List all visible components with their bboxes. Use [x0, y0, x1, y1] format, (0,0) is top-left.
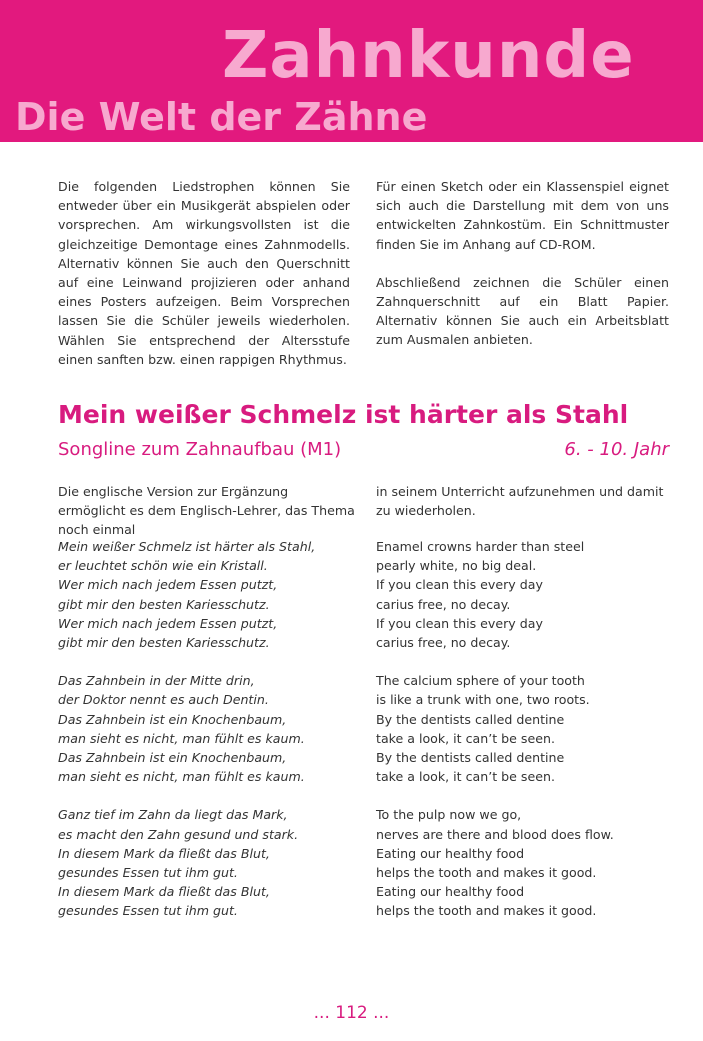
page-title: Zahnkunde	[222, 19, 635, 93]
header-banner	[0, 0, 703, 142]
lyric-line: helps the tooth and makes it good.	[376, 865, 597, 881]
note-left-text: Die englische Version zur Ergänzung ermöglicht es dem Englisch-Lehrer, das Thema noch einmal	[58, 484, 355, 538]
lyric-line: take a look, it can’t be seen.	[376, 769, 555, 785]
intro-left-paragraph: Die folgenden Liedstrophen können Sie entweder über ein Musikgerät abspielen oder vorsprechen. Am wirkungsvollsten ist die gleichzeitige Demontage eines Zahnmodells. Alternativ können Sie auch den Querschnitt auf eine Leinwand projizieren oder anhand eines Posters aufzeigen. Beim Vorsprechen lassen Sie die Schüler jeweils wiederholen. Wählen Sie entsprechend der Altersstufe einen sanften bzw. einen rappigen Rhythmus.	[58, 179, 350, 367]
intro-right-column	[376, 177, 669, 350]
lyric-line: is like a trunk with one, two roots.	[376, 692, 590, 708]
german-verse-2	[58, 671, 358, 786]
lyric-line: If you clean this every day	[376, 577, 543, 593]
intro-right-paragraph-1: Für einen Sketch oder ein Klassenspiel eignet sich auch die Darstellung mit dem von uns entwickelten Zahnkostüm. Ein Schnittmuster finden Sie im Anhang auf CD-ROM.	[376, 179, 669, 252]
lyric-line: nerves are there and blood does flow.	[376, 826, 614, 842]
lyric-line: Eating our healthy food	[376, 884, 525, 900]
age-range: 6. - 10. Jahr	[564, 439, 669, 460]
intro-left-column	[58, 177, 350, 369]
lyric-line: In diesem Mark da fließt das Blut,	[58, 884, 270, 900]
page-subtitle: Die Welt der Zähne	[15, 95, 428, 139]
lyric-line: Enamel crowns harder than steel	[376, 539, 585, 554]
lyric-line: Das Zahnbein ist ein Knochenbaum,	[58, 750, 287, 766]
german-verse-1	[58, 537, 358, 652]
lyric-line: Das Zahnbein in der Mitte drin,	[58, 673, 255, 689]
lyric-line: pearly white, no big deal.	[376, 558, 537, 574]
lyric-line: The calcium sphere of your tooth	[376, 673, 585, 689]
lyric-line: Eating our healthy food	[376, 845, 525, 861]
english-lyrics	[376, 537, 676, 921]
lyric-line: es macht den Zahn gesund und stark.	[58, 826, 299, 842]
lyric-line: carius free, no decay.	[376, 596, 511, 612]
lyric-line: Wer mich nach jedem Essen putzt,	[58, 577, 278, 593]
intro-right-paragraph-2: Abschließend zeichnen die Schüler einen Zahnquerschnitt auf ein Blatt Papier. Alternativ können Sie auch ein Arbeitsblatt zum Ausmalen anbieten.	[376, 274, 669, 348]
lyric-line: Mein weißer Schmelz ist härter als Stahl,	[58, 539, 316, 554]
lyric-line: take a look, it can’t be seen.	[376, 730, 555, 746]
english-verse-2	[376, 671, 676, 786]
song-title: Mein weißer Schmelz ist härter als Stahl	[58, 400, 629, 429]
german-lyrics	[58, 537, 358, 921]
lyric-line: gibt mir den besten Kariesschutz.	[58, 635, 270, 651]
lyric-line: To the pulp now we go,	[376, 807, 522, 823]
lyric-line: carius free, no decay.	[376, 635, 511, 651]
lyric-line: gesundes Essen tut ihm gut.	[58, 903, 238, 919]
lyric-line: man sieht es nicht, man fühlt es kaum.	[58, 730, 305, 746]
note-left	[58, 482, 358, 540]
song-subtitle: Songline zum Zahnaufbau (M1)	[58, 439, 342, 460]
page-number: ... 112 ...	[313, 1003, 390, 1023]
english-verse-1	[376, 537, 676, 652]
lyric-line: helps the tooth and makes it good.	[376, 903, 597, 919]
lyric-line: der Doktor nennt es auch Dentin.	[58, 692, 269, 708]
lyric-line: By the dentists called dentine	[376, 711, 565, 727]
lyric-line: gesundes Essen tut ihm gut.	[58, 865, 238, 881]
lyric-line: In diesem Mark da fließt das Blut,	[58, 845, 270, 861]
lyric-line: Wer mich nach jedem Essen putzt,	[58, 615, 278, 631]
lyric-line: man sieht es nicht, man fühlt es kaum.	[58, 769, 305, 785]
lyric-line: gibt mir den besten Kariesschutz.	[58, 596, 270, 612]
lyric-line: If you clean this every day	[376, 615, 543, 631]
english-verse-3	[376, 805, 676, 920]
lyric-line: Ganz tief im Zahn da liegt das Mark,	[58, 807, 288, 823]
note-right	[376, 482, 676, 520]
lyric-line: er leuchtet schön wie ein Kristall.	[58, 558, 268, 574]
lyric-line: By the dentists called dentine	[376, 750, 565, 766]
note-right-text: in seinem Unterricht aufzunehmen und damit zu wiederholen.	[376, 484, 664, 519]
lyric-line: Das Zahnbein ist ein Knochenbaum,	[58, 711, 287, 727]
german-verse-3	[58, 805, 358, 920]
